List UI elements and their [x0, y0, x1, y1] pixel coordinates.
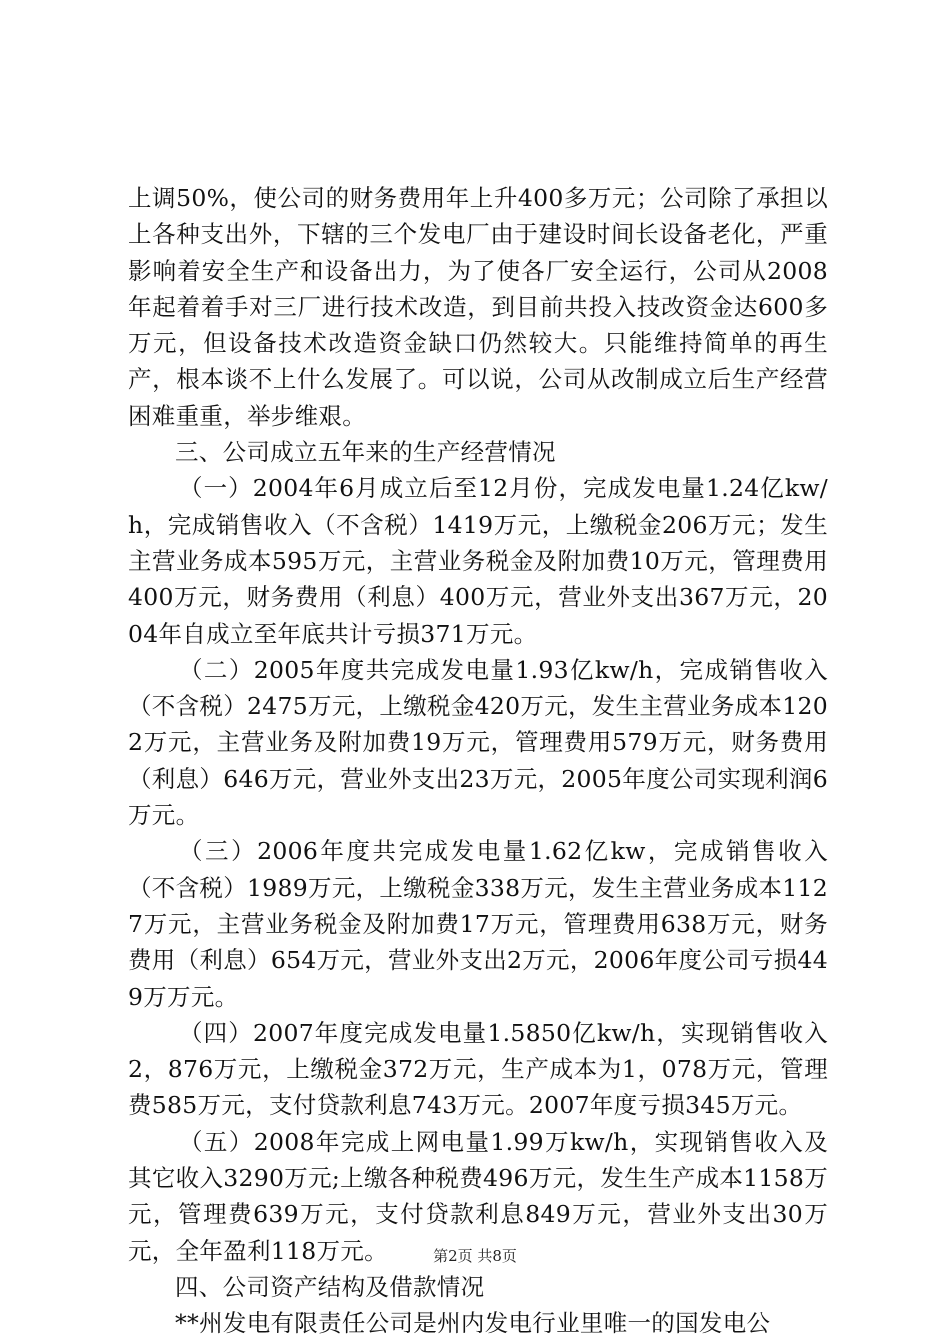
page-number-footer: 第2页 共8页 [433, 1247, 517, 1265]
section-heading-4: 四、公司资产结构及借款情况 [175, 1272, 485, 1301]
paragraph-2006: （三）2006年度共完成发电量1.62亿kw，完成销售收入（不含税）1989万元，上缴税金338万元，发生主营业务成本1127万元，主营业务税金及附加费17万元，管理费用638万元，财务费用（利息）654万元，营业外支出2万元，2006年度公司亏损449万万元。 [128, 837, 828, 1011]
paragraph-2007: （四）2007年度完成发电量1.5850亿kw/h，实现销售收入2，876万元，上缴税金372万元，生产成本为1，078万元，管理费585万元，支付贷款利息743万元。2007年度亏损345万元。 [128, 1018, 828, 1120]
paragraph-2005: （二）2005年度共完成发电量1.93亿kw/h，完成销售收入（不含税）2475万元，上缴税金420万元，发生主营业务成本1202万元，主营业务及附加费19万元，管理费用579万元，财务费用（利息）646万元，营业外支出23万元，2005年度公司实现利润6万元。 [128, 655, 828, 830]
document-body [128, 180, 828, 1342]
paragraph-continuation: 上调50%，使公司的财务费用年上升400多万元；公司除了承担以上各种支出外，下辖的三个发电厂由于建设时间长设备老化，严重影响着安全生产和设备出力，为了使各厂安全运行，公司从2008年起着着手对三厂进行技术改造，到目前共投入技改资金达600多万元，但设备技术改造资金缺口仍然较大。只能维持简单的再生产，根本谈不上什么发展了。可以说，公司从改制成立后生产经营困难重重，举步维艰。 [128, 184, 828, 430]
paragraph-2004: （一）2004年6月成立后至12月份，完成发电量1.24亿kw/h，完成销售收入（不含税）1419万元，上缴税金206万元；发生主营业务成本595万元，主营业务税金及附加费10万元，管理费用400万元，财务费用（利息）400万元，营业外支出367万元，2004年自成立至年底共计亏损371万元。 [128, 474, 828, 648]
paragraph-2008: （五）2008年完成上网电量1.99万kw/h，实现销售收入及其它收入3290万元;上缴各种税费496万元，发生生产成本1158万元，管理费639万元，支付贷款利息849万元，营业外支出30万元，全年盈利118万元。 [128, 1127, 828, 1265]
section-heading-3: 三、公司成立五年来的生产经营情况 [175, 438, 556, 467]
paragraph-company-intro: **州发电有限责任公司是州内发电行业里唯一的国发电公 [175, 1309, 771, 1338]
